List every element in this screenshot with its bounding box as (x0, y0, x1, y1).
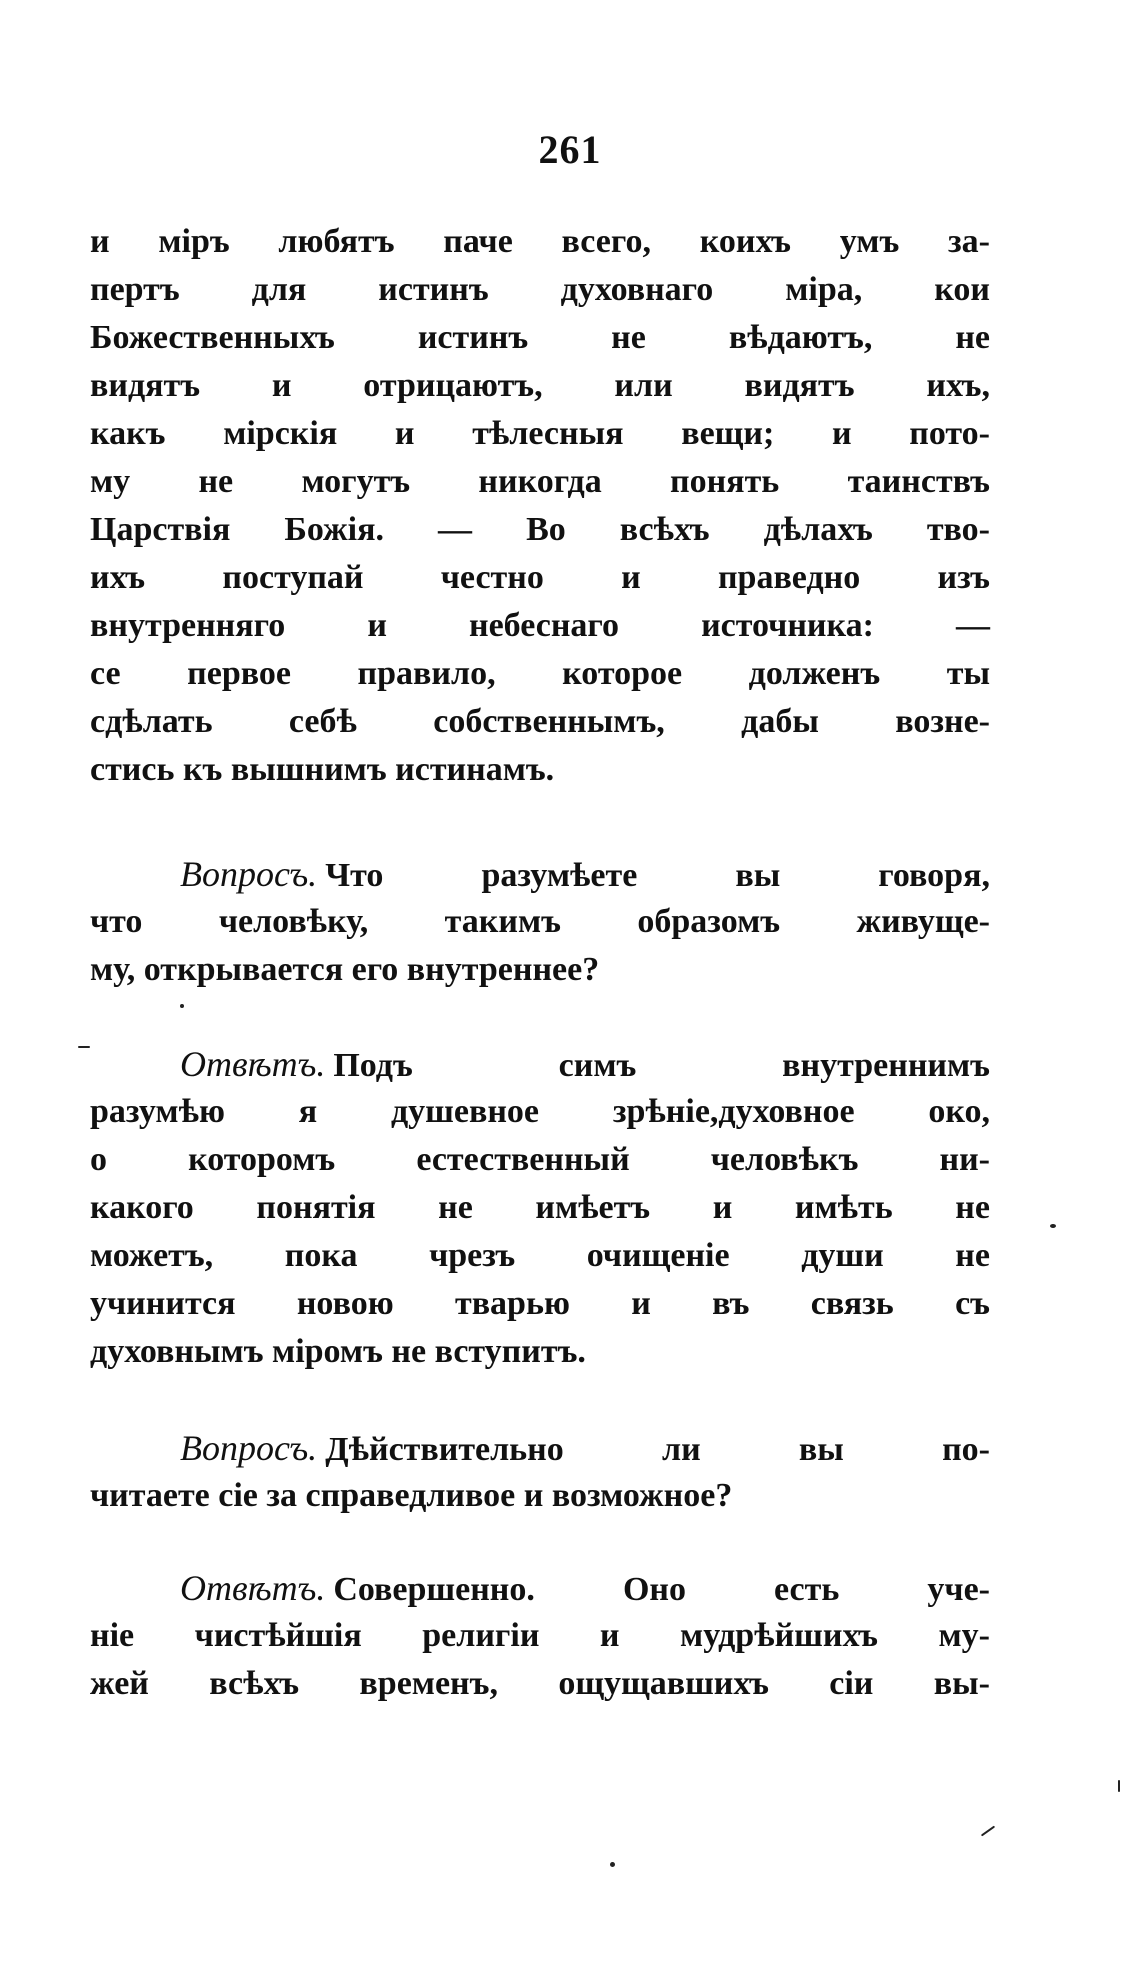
text-line: ніе чистѣйшія религіи и мудрѣйшихъ му- (90, 1617, 990, 1654)
text-line: му не могутъ никогда понять таинствъ (90, 463, 990, 500)
text-segment: Что разумѣете вы говоря, (325, 857, 990, 894)
text-line: о которомъ естественный человѣкъ ни- (90, 1141, 990, 1178)
text-line: какъ мірскія и тѣлесныя вещи; и пото- (90, 415, 990, 452)
text-segment: Подъ симъ внутреннимъ (333, 1047, 990, 1084)
speaker-label-answer: Отвѣтъ. (180, 1568, 326, 1608)
text-line: Божественныхъ истинъ не вѣдаютъ, не (90, 319, 990, 356)
scan-speck (610, 1862, 615, 1867)
text-line (90, 1040, 990, 1088)
text-line (90, 1564, 990, 1612)
text-line: внутренняго и небеснаго источника: — (90, 607, 990, 644)
text-line: жей всѣхъ временъ, ощущавшихъ сіи вы- (90, 1665, 990, 1702)
text-segment: Совершенно. Оно есть уче- (333, 1571, 990, 1608)
text-line: стись къ вышнимъ истинамъ. (90, 751, 555, 788)
text-line: можетъ, пока чрезъ очищеніе души не (90, 1237, 990, 1274)
speaker-label-question: Вопросъ. (180, 854, 318, 894)
text-line: что человѣку, такимъ образомъ живуще- (90, 903, 990, 940)
text-line: сдѣлать себѣ собственнымъ, дабы возне- (90, 703, 990, 740)
scan-speck (180, 1004, 184, 1008)
text-line: духовнымъ міромъ не вступитъ. (90, 1333, 586, 1370)
scan-speck (1050, 1224, 1056, 1228)
speaker-label-question: Вопросъ. (180, 1428, 318, 1468)
scan-speck (1118, 1780, 1120, 1792)
text-line: Царствія Божія. — Во всѣхъ дѣлахъ тво- (90, 511, 990, 548)
question-paragraph-2 (90, 1424, 990, 1520)
text-segment: Дѣйствительно ли вы по- (325, 1431, 990, 1468)
text-line: учинится новою тварью и въ связь съ (90, 1285, 990, 1322)
text-line (90, 1424, 990, 1472)
answer-paragraph-2 (90, 1564, 990, 1708)
text-line: какого понятія не имѣетъ и имѣть не (90, 1189, 990, 1226)
answer-paragraph-1 (90, 1040, 990, 1376)
text-line: разумѣю я душевное зрѣніе,духовное око, (90, 1093, 990, 1130)
text-line: се первое правило, которое долженъ ты (90, 655, 990, 692)
speaker-label-answer: Отвѣтъ. (180, 1044, 326, 1084)
text-line: видятъ и отрицаютъ, или видятъ ихъ, (90, 367, 990, 404)
paragraph-1 (90, 218, 990, 794)
question-paragraph-1 (90, 850, 990, 994)
text-line: читаете сіе за справедливое и возможное? (90, 1477, 733, 1514)
text-line: пертъ для истинъ духовнаго міра, кои (90, 271, 990, 308)
page-number: 261 (538, 127, 602, 172)
text-line: ихъ поступай честно и праведно изъ (90, 559, 990, 596)
scan-speck (981, 1826, 995, 1837)
text-line: и міръ любятъ паче всего, коихъ умъ за- (90, 223, 990, 260)
text-line (90, 850, 990, 898)
scan-speck (78, 1046, 90, 1048)
text-line: му, открывается его внутреннее? (90, 951, 600, 988)
